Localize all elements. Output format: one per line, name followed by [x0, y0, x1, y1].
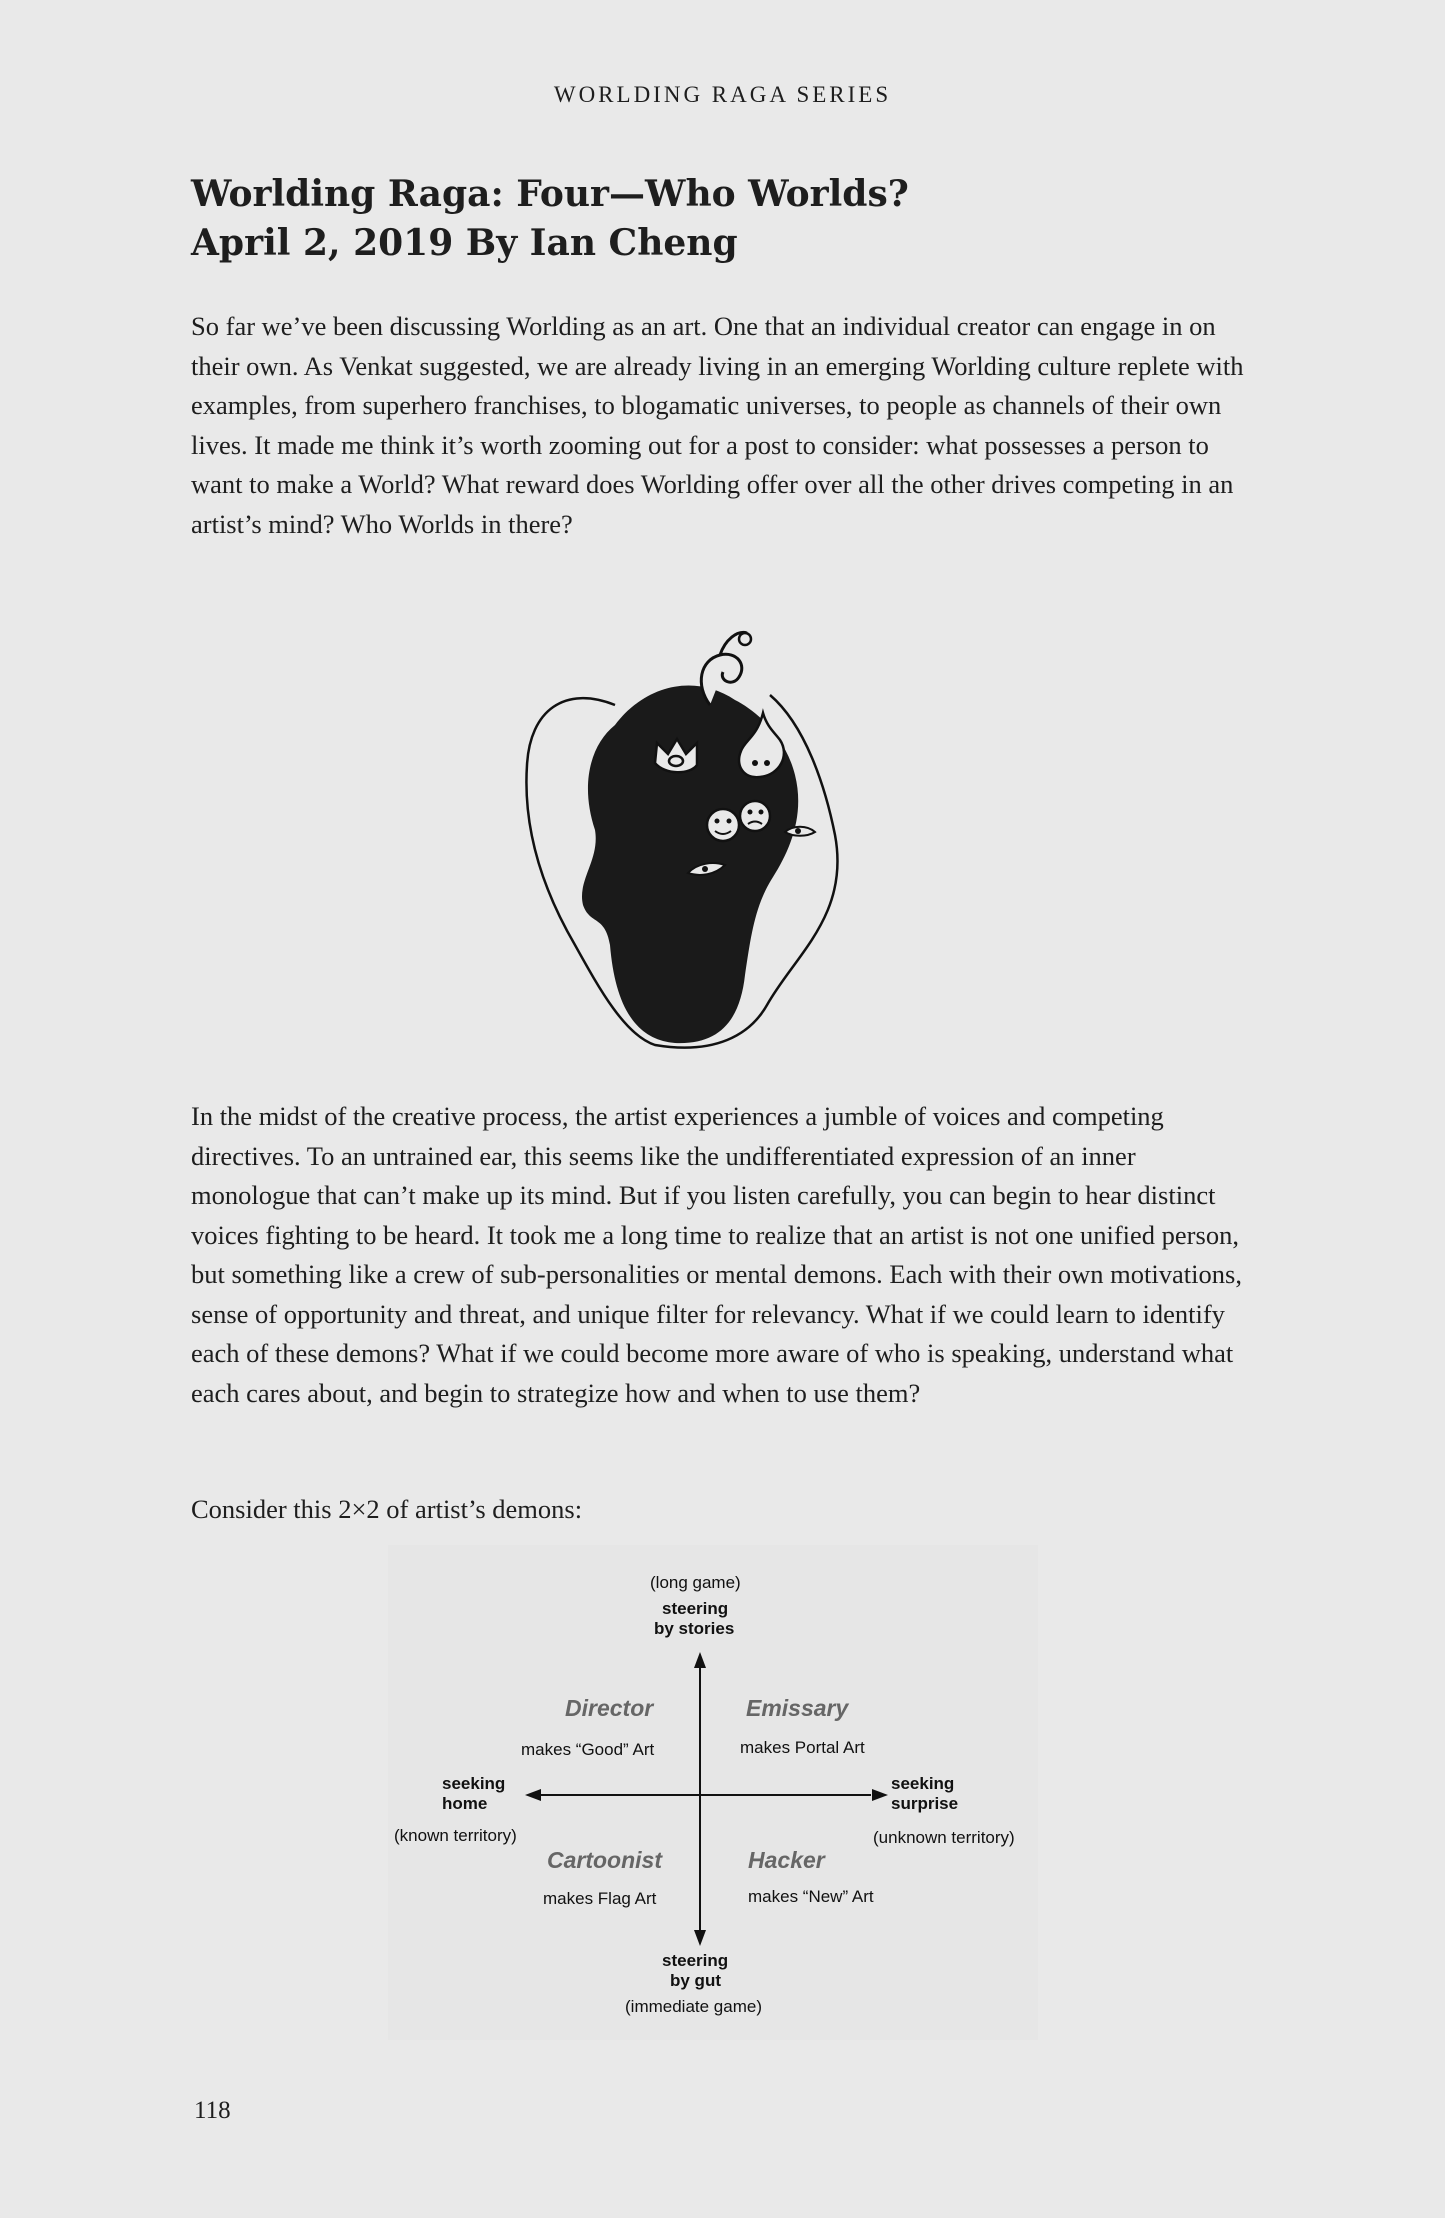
- paragraph: Consider this 2×2 of artist’s demons:: [191, 1494, 583, 1524]
- byline: April 2, 2019 By Ian Cheng: [191, 222, 738, 264]
- right-axis-label: seeking: [891, 1774, 955, 1793]
- title-line: Worlding Raga: Four—Who Worlds?: [191, 173, 909, 215]
- left-axis-label: home: [442, 1794, 488, 1813]
- bottom-note: (immediate game): [625, 1997, 762, 2016]
- hacker-desc: makes “New” Art: [748, 1887, 874, 1906]
- cartoonist-label: Cartoonist: [547, 1847, 662, 1873]
- bottom-axis-label: by gut: [670, 1971, 721, 1990]
- top-axis-label: steering: [662, 1599, 729, 1618]
- demon-head-illustration: [505, 615, 855, 1055]
- emissary-desc: makes Portal Art: [740, 1738, 865, 1757]
- director-desc: makes “Good” Art: [521, 1740, 655, 1759]
- right-axis-label: surprise: [891, 1794, 959, 1813]
- page-number: 118: [194, 2097, 231, 2124]
- top-note: (long game): [650, 1573, 741, 1592]
- article-title: [191, 170, 1251, 268]
- running-head: WORLDING RAGA SERIES: [553, 82, 892, 107]
- cartoonist-desc: makes Flag Art: [543, 1889, 657, 1908]
- bottom-axis-label: steering: [662, 1951, 729, 1970]
- top-axis-label: by stories: [654, 1619, 735, 1638]
- emissary-label: Emissary: [746, 1695, 849, 1721]
- left-note: (known territory): [394, 1826, 517, 1845]
- left-axis-label: seeking: [442, 1774, 506, 1793]
- right-note: (unknown territory): [873, 1828, 1015, 1847]
- demons-2x2-diagram: [388, 1545, 1038, 2040]
- director-label: Director: [565, 1695, 654, 1721]
- paragraph: So far we’ve been discussing Worlding as an art. One that an individual creator can engage in on their own. As Venkat suggested, we are already living in an emerging Worlding culture replete with examples, from superhero franchises, to blogamatic universes, to people as channels of their own lives. It made me think it’s worth zooming out for a post to consider: what possesses a person to want to make a World? What reward does Worlding offer over all the other drives competing in an artist’s mind? Who Worlds in there?: [191, 311, 1244, 539]
- hacker-label: Hacker: [748, 1847, 825, 1873]
- paragraph: In the midst of the creative process, the artist experiences a jumble of voices and competing directives. To an untrained ear, this seems like the undifferentiated expression of an inner monologue that can’t make up its mind. But if you listen carefully, you can begin to hear distinct voices fighting to be heard. It took me a long time to realize that an artist is not one unified person, but something like a crew of sub-personalities or mental demons. Each with their own motivations, sense of opportunity and threat, and unique filter for relevancy. What if we could learn to identify each of these demons? What if we could become more aware of who is speaking, understand what each cares about, and begin to strategize how and when to use them?: [191, 1101, 1242, 1408]
